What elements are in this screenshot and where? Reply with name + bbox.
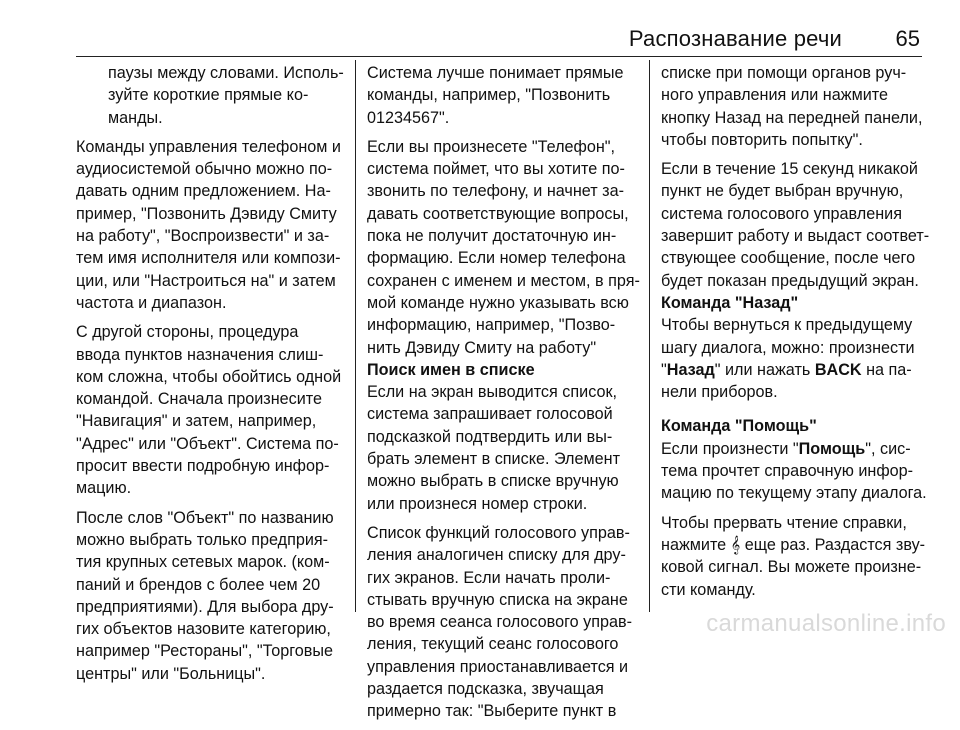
text-line: "Навигация" и затем, например, — [76, 412, 317, 431]
text-line: Список функций голосового управ- — [367, 523, 630, 542]
text-line: мацию. — [76, 479, 132, 498]
text-line: завершит работу и выдаст соответ- — [661, 227, 930, 246]
text-line: ствующее сообщение, после чего — [661, 249, 916, 268]
text-line: гих объектов назовите категорию, — [76, 620, 331, 639]
text-line: манды. — [108, 108, 163, 127]
text-line: давать одним предложением. На- — [76, 182, 331, 201]
section-heading: Поиск имен в списке — [367, 360, 535, 379]
back-button-label: BACK — [814, 360, 862, 379]
text-line: После слов "Объект" по названию — [76, 508, 334, 527]
text-line: кнопку Назад на передней панели, — [661, 108, 923, 127]
text-line: мой команде нужно указывать всю — [367, 293, 629, 312]
text-line: предприятиями). Для выбора дру- — [76, 597, 334, 616]
text-line: подсказкой подтвердить или вы- — [367, 427, 613, 446]
text-line — [661, 359, 929, 381]
text-line: С другой стороны, процедура — [76, 323, 299, 342]
text-line: звонить по телефону, и начнет за- — [367, 182, 624, 201]
text-line: списке при помощи органов руч- — [661, 64, 907, 82]
text-line: сти команду. — [661, 580, 756, 599]
text-line: ления, текущий сеанс голосового — [367, 635, 619, 654]
text-line: пункт не будет выбран вручную, — [661, 182, 904, 201]
voice-control-icon: 𝄞 — [730, 535, 741, 554]
column-3 — [661, 62, 929, 608]
text-line: 01234567". — [367, 108, 450, 127]
text-line: стывать вручную списка на экране — [367, 590, 628, 609]
text-line: система запрашивает голосовой — [367, 405, 613, 424]
text-line: ции, или "Настроиться на" и затем — [76, 271, 336, 290]
text-line: во время сеанса голосового управ- — [367, 613, 632, 632]
paragraph-timeout — [661, 158, 929, 292]
column-1 — [76, 62, 344, 692]
command-keyword: Назад — [666, 360, 715, 379]
text-run: " — [661, 360, 667, 379]
text-line: ввода пунктов назначения слиш- — [76, 345, 324, 364]
text-line: Чтобы вернуться к предыдущему — [661, 316, 913, 335]
text-line: примерно так: "Выберите пункт в — [367, 702, 617, 721]
text-line: управления приостанавливается и — [367, 657, 629, 676]
text-line: чтобы повторить попытку". — [661, 130, 863, 149]
text-line: формацию. Если номер телефона — [367, 249, 626, 268]
text-line: тия крупных сетевых марок. (ком- — [76, 553, 330, 572]
text-line: система поймет, что вы хотите по- — [367, 160, 625, 179]
text-run: ", сис- — [865, 439, 911, 458]
text-line: командой. Сначала произнесите — [76, 390, 323, 409]
text-run: еще раз. Раздастся зву- — [740, 535, 926, 554]
text-line: тем имя исполнителя или компози- — [76, 249, 341, 268]
text-line: частота и диапазон. — [76, 293, 227, 312]
text-line: брать элемент в списке. Элемент — [367, 450, 620, 469]
paragraph-destination-entry — [76, 321, 344, 499]
text-line: Чтобы прервать чтение справки, — [661, 513, 907, 532]
text-line: аудиосистемой обычно можно по- — [76, 160, 333, 179]
text-line: зуйте короткие прямые ко- — [108, 86, 309, 105]
text-line: шагу диалога, можно: произнести — [661, 338, 915, 357]
section-list-search — [367, 359, 635, 515]
text-line: "Адрес" или "Объект". Система по- — [76, 434, 339, 453]
text-line: Если вы произнесете "Телефон", — [367, 137, 616, 156]
paragraph-direct-commands — [367, 62, 635, 129]
paragraph-pauses — [76, 62, 344, 129]
command-keyword: Помощь — [798, 439, 866, 458]
text-line: ления аналогичен списку для дру- — [367, 546, 626, 565]
column-divider-1 — [355, 60, 356, 612]
section-help-command — [661, 415, 929, 504]
section-heading: Команда "Помощь" — [661, 417, 817, 436]
text-line: нить Дэвиду Смиту на работу" — [367, 338, 597, 357]
paragraph-interrupt-help — [661, 512, 929, 601]
text-line — [661, 534, 929, 556]
watermark: carmanualsonline.info — [706, 610, 946, 637]
paragraph-phone-commands — [76, 136, 344, 314]
text-run: нажмите — [661, 535, 731, 554]
text-line: гих экранов. Если начать проли- — [367, 568, 611, 587]
paragraph-back-hint — [661, 62, 929, 151]
column-divider-2 — [649, 60, 650, 612]
text-line: ком сложна, чтобы обойтись одной — [76, 367, 342, 386]
text-line: пример, "Позвонить Дэвиду Смиту — [76, 204, 337, 223]
text-line: Система лучше понимает прямые — [367, 64, 624, 82]
text-line: ковой сигнал. Вы можете произне- — [661, 558, 922, 577]
text-line: можно выбрать в списке вручную — [367, 472, 619, 491]
page-title: Распознавание речи — [628, 26, 842, 51]
text-line: паний и брендов с более чем 20 — [76, 575, 321, 594]
text-run: " или нажать — [714, 360, 815, 379]
page-number: 65 — [895, 26, 920, 51]
text-run: на па- — [861, 360, 912, 379]
column-2 — [367, 62, 640, 730]
text-line — [661, 438, 929, 460]
text-line: давать соответствующие вопросы, — [367, 204, 629, 223]
text-line: центры" или "Больницы". — [76, 664, 266, 683]
text-line: будет показан предыдущий экран. — [661, 271, 919, 290]
text-line: можно выбрать только предприя- — [76, 530, 329, 549]
text-run: Если произнести " — [661, 439, 799, 458]
text-line: информацию, например, "Позво- — [367, 316, 616, 335]
text-line: система голосового управления — [661, 204, 902, 223]
text-line: команды, например, "Позвонить — [367, 86, 611, 105]
text-line: Команды управления телефоном и — [76, 137, 341, 156]
paragraph-list-functions — [367, 522, 635, 723]
text-line: нели приборов. — [661, 383, 778, 402]
text-line: паузы между словами. Исполь- — [108, 64, 344, 82]
text-line: например "Рестораны", "Торговые — [76, 642, 334, 661]
text-line: Если на экран выводится список, — [367, 383, 618, 402]
paragraph-phone-dialog — [367, 136, 640, 359]
section-back-command — [661, 292, 929, 403]
text-line: раздается подсказка, звучащая — [367, 680, 604, 699]
section-heading: Команда "Назад" — [661, 293, 799, 312]
page-header — [0, 0, 960, 56]
text-line: Если в течение 15 секунд никакой — [661, 160, 918, 179]
header-rule — [76, 56, 922, 57]
text-line: или произнеся номер строки. — [367, 494, 588, 513]
text-line: мацию по текущему этапу диалога. — [661, 484, 927, 503]
text-line: ного управления или нажмите — [661, 86, 888, 105]
text-line: сохранен с именем и местом, в пря- — [367, 271, 640, 290]
text-line: просит ввести подробную инфор- — [76, 457, 330, 476]
text-line: тема прочтет справочную инфор- — [661, 462, 914, 481]
text-line: на работу", "Воспроизвести" и за- — [76, 227, 330, 246]
paragraph-poi-search — [76, 507, 344, 685]
text-line: пока не получит достаточную ин- — [367, 227, 617, 246]
